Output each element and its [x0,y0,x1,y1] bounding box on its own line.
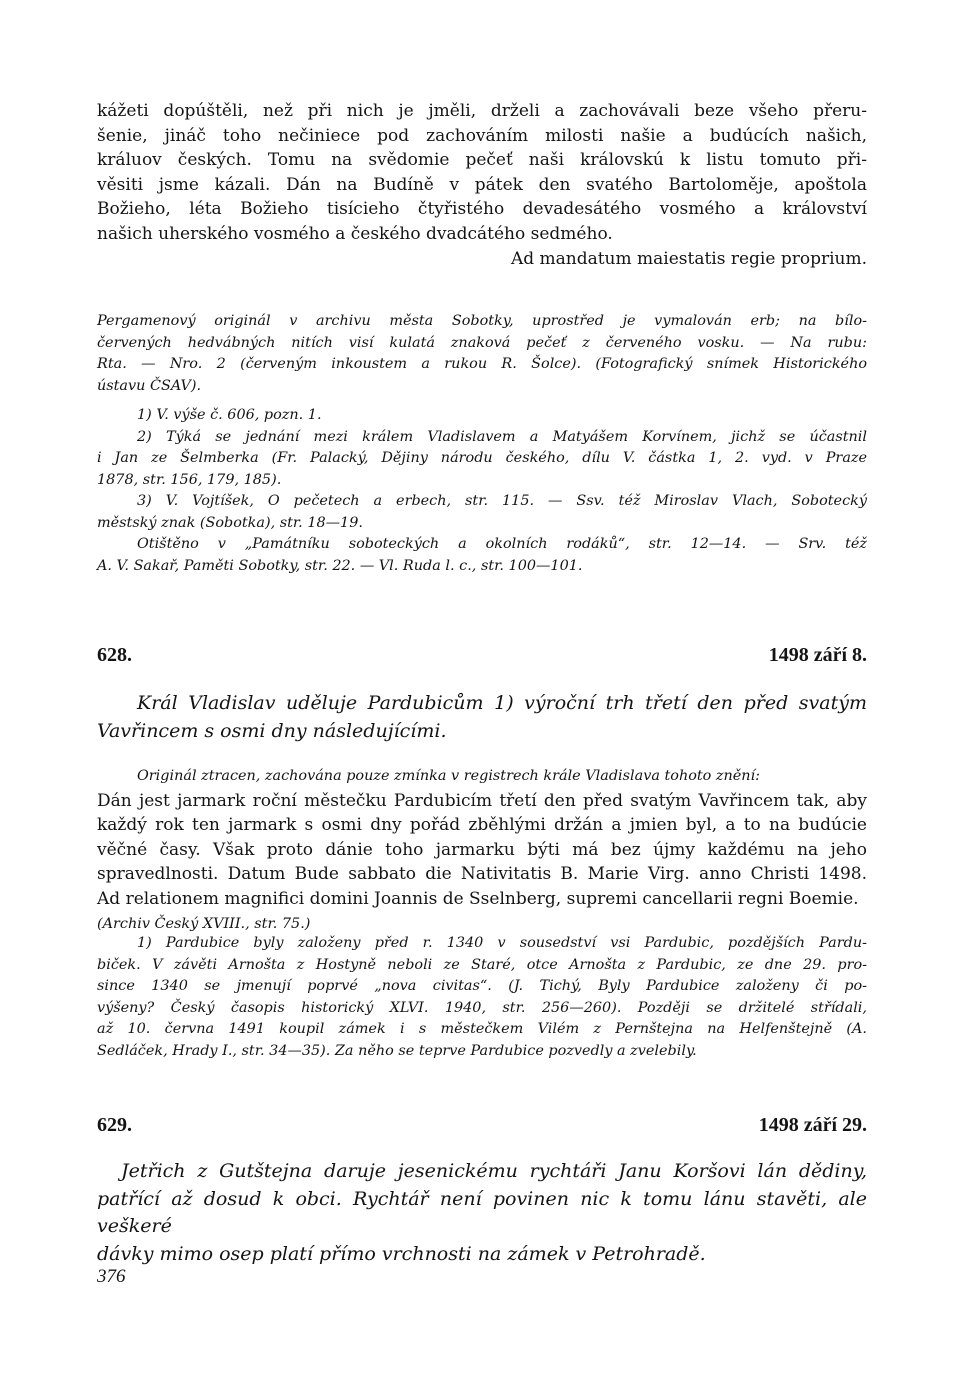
footnote-line: výšeny? Český časopis historický XLVI. 1940, str. 256—260). Později se držitelé střídali, [97,999,867,1016]
regest-line: Jetřich z Gutštejna daruje jesenickému rychtáři Janu Koršovi lán dědiny, [121,1160,867,1182]
footnote-line: městský znak (Sobotka), str. 18—19. [97,514,363,531]
footnote-line: 1878, str. 156, 179, 185). [97,471,282,488]
footnote-line: Sedláček, Hrady I., str. 34—35). Za něho se teprve Pardubice pozvedly a zvelebily. [97,1042,697,1059]
footnote-line: Otištěno v „Památníku soboteckých a okolních rodáků“, str. 12—14. — Srv. též [137,536,867,552]
entry-628-footnote [97,933,867,1062]
footnote-line: 1) V. výše č. 606, pozn. 1. [137,407,322,423]
note-line: ústavu ČSAV). [97,377,202,394]
note-line: červených hedvábných nitích visí kulatá znaková pečeť z červeného vosku. — Na rubu: [97,334,867,351]
entry-number: 629. [97,1114,132,1136]
text-line: věsiti jsme kázali. Dán na Budíně v pátek den svatého Bartoloměje, apoštola [97,174,867,195]
footnote-line: biček. V závěti Arnošta z Hostyně neboli ze Staré, otce Arnošta z Pardubic, ze dne 29. pro- [97,956,867,973]
text-line: našich uherského vosmého a českého dvadcátého sedmého. [97,223,613,244]
note-line: Pergamenový originál v archivu města Sobotky, uprostřed je vymalován erb; na bílo- [97,313,867,329]
footnote-line: 3) V. Vojtíšek, O pečetech a erbech, str. 115. — Ssv. též Miroslav Vlach, Sobotecký [137,493,867,509]
text-line: Dán jest jarmark roční městečku Pardubicím třetí den před svatým Vavřincem tak, aby [97,790,867,811]
regest-line: Vavřincem s osmi dny následujícími. [97,719,447,742]
entry-date: 1498 září 29. [758,1114,867,1136]
regest-line: patřící až dosud k obci. Rychtář není povinen nic k tomu lánu stavěti, ale veškeré [97,1187,867,1238]
regest-line: dávky mimo osep platí přímo vrchnosti na zámek v Petrohradě. [97,1242,706,1265]
note-line: Rta. — Nro. 2 (červeným inkoustem a rukou R. Šolce). (Fotografický snímek Historického [97,356,867,372]
text-line: králuov českých. Tomu na svědomie pečeť naši královskú k listu tomuto při- [97,150,867,171]
entry-628-heading [97,644,867,667]
footnote-line: i Jan ze Šelmberka (Fr. Palacký, Dějiny národu českého, dílu V. částka 1, 2. vyd. v Praze [97,450,867,466]
footnote-line: since 1340 se jmenují poprvé „nova civitas“. (J. Tichý, Byly Pardubice založeny či po- [97,978,867,994]
text-line: kážeti dopúštěli, než při nich je jměli, drželi a zachovávali beze všeho přeru- [97,101,867,121]
mandatum-line: Ad mandatum maiestatis regie proprium. [510,248,867,269]
text-line: věčné časy. Však proto dánie toho jarmarku býti má bez újmy každému na jeho [97,839,867,860]
archive-reference: (Archiv Český XVIII., str. 75.) [97,915,311,932]
intro-line: Originál ztracen, zachována pouze zmínka v registrech krále Vladislava tohoto znění: [137,768,760,784]
entry-date: 1498 září 8. [768,644,867,666]
text-line: šenie, jináč toho nečiniece pod zachováním milosti našie a budúcích našich, [97,125,867,146]
text-line: spravedlnosti. Datum Bude sabbato die Nativitatis B. Marie Virg. anno Christi 1498. [97,864,867,885]
charter-text-continued [97,99,867,271]
entry-629-regest [97,1158,867,1268]
regest-line: Král Vladislav uděluje Pardubicům 1) výroční trh třetí den před svatým [137,692,867,714]
entry-628-regest [97,690,867,745]
footnote-line: 1) Pardubice byly založeny před r. 1340 v sousedství vsi Pardubic, pozdějších Pardu- [137,935,867,951]
footnote-line: A. V. Sakař, Paměti Sobotky, str. 22. — Vl. Ruda l. c., str. 100—101. [97,557,583,574]
entry-number: 628. [97,644,132,666]
text-line: každý rok ten jarmark s osmi dny pořád zběhlými držán a jmien byl, a to na budúcie [97,815,867,836]
footnote-line: až 10. června 1491 koupil zámek i s městečkem Vilém z Pernštejna na Helfenštejně (A. [97,1021,867,1037]
footnotes-627 [97,405,867,577]
entry-629-heading [97,1114,867,1137]
entry-628-text [97,764,867,936]
source-note [97,311,867,397]
page-number: 376 [97,1266,126,1287]
footnote-line: 2) Týká se jednání mezi králem Vladislavem a Matyášem Korvínem, jichž se účastnil [137,428,867,445]
text-line: Božieho, léta Božieho tisícieho čtyřistého devadesátého vosmého a království [97,199,867,220]
text-line: Ad relationem magnifici domini Joannis de Sselnberg, supremi cancellarii regni Boemie. [97,888,859,909]
